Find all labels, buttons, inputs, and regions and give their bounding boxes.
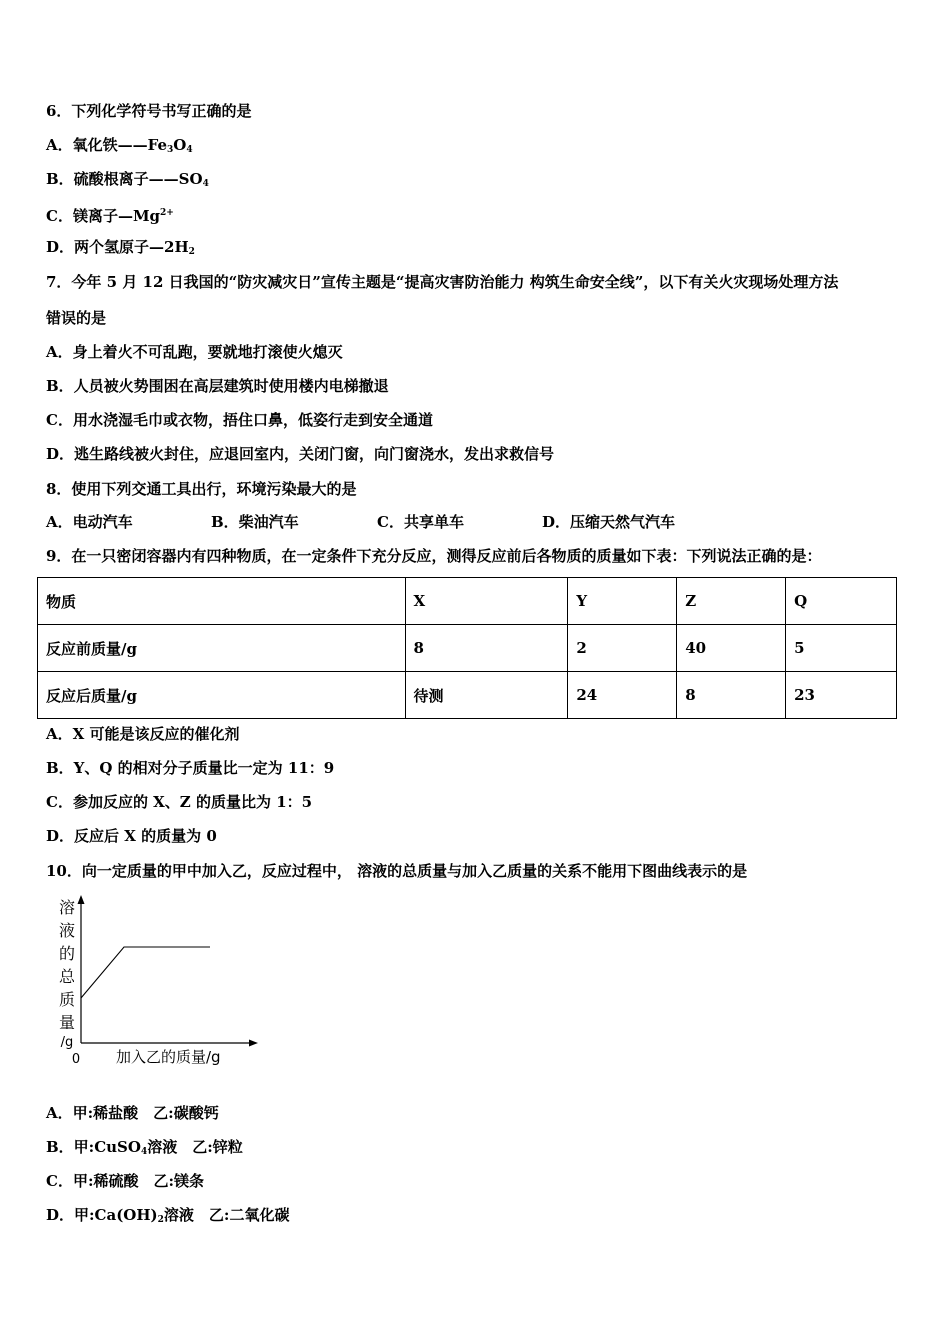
table-row xyxy=(38,625,897,672)
table-cell: Q xyxy=(786,578,897,625)
mass-curve xyxy=(81,947,210,998)
y-label-char: 液 xyxy=(58,921,76,940)
q9-mass-table xyxy=(37,577,897,719)
q9-stem: 9．在一只密闭容器内有四种物质，在一定条件下充分反应，测得反应前后各物质的质量如下表：下列说法正确的是： xyxy=(46,547,822,565)
q7-option-d: D．逃生路线被火封住，应退回室内，关闭门窗，向门窗浇水，发出求救信号 xyxy=(46,445,555,463)
q8-option-d: D．压缩天然气汽车 xyxy=(542,513,676,531)
y-label-unit: /g xyxy=(60,1035,74,1050)
q10-option-d: D．甲$:Ca(OH)_2$溶液 乙:二氧化碳 xyxy=(46,1206,290,1225)
q9-option-a: A．X 可能是该反应的催化剂 xyxy=(46,725,240,743)
q6-option-a: A．氧化铁$——Fe_3O_4$ xyxy=(46,136,193,155)
q8-option-b: B．柴油汽车 xyxy=(211,513,299,531)
q9-option-d: D．反应后 X 的质量为 0 xyxy=(46,827,217,845)
table-cell: 物质 xyxy=(38,578,406,625)
table-cell: 反应前质量/g xyxy=(38,625,406,672)
q10-stem: 10．向一定质量的甲中加入乙，反应过程中， 溶液的总质量与加入乙质量的关系不能用下图曲线表示的是 xyxy=(46,862,748,880)
table-cell: 5 xyxy=(786,625,897,672)
q8-stem: 8．使用下列交通工具出行，环境污染最大的是 xyxy=(46,480,357,498)
q6-option-c: C．镁离子$—Mg^{2+}$ xyxy=(46,207,174,225)
x-axis-label: 加入乙的质量/g xyxy=(116,1048,221,1066)
q7-stem-line1: 7．今年 5 月 12 日我国的“防灾减灾日”宣传主题是“提高灾害防治能力 构筑生命安全线”，以下有关火灾现场处理方法 xyxy=(46,273,839,291)
table-header-row xyxy=(38,578,897,625)
origin-label: 0 xyxy=(71,1052,81,1067)
y-label-char: 总 xyxy=(58,967,76,986)
y-label-char: 量 xyxy=(58,1013,76,1032)
q7-option-c: C．用水浇湿毛巾或衣物，捂住口鼻，低姿行走到安全通道 xyxy=(46,411,433,429)
q6-stem: 6．下列化学符号书写正确的是 xyxy=(46,102,252,120)
x-axis-arrow xyxy=(249,1040,258,1047)
q9-option-c: C．参加反应的 X、Z 的质量比为 1：5 xyxy=(46,793,313,811)
q6-option-b: B．硫酸根离子$——SO_4$ xyxy=(46,170,209,189)
q7-option-b: B．人员被火势围困在高层建筑时使用楼内电梯撤退 xyxy=(46,377,389,395)
table-cell: 40 xyxy=(677,625,786,672)
q10-option-b: B．甲:CuSO$_4$溶液 乙:锌粒 xyxy=(46,1138,243,1157)
q6-option-d: D．两个氢原子$—2H_2$ xyxy=(46,238,195,257)
q10-mass-graph xyxy=(50,893,270,1073)
q7-stem-line2: 错误的是 xyxy=(46,309,107,327)
table-cell: 2 xyxy=(568,625,677,672)
q10-option-c: C．甲:稀硫酸 乙:镁条 xyxy=(46,1172,205,1190)
table-cell: 待测 xyxy=(405,672,568,719)
q10-option-a: A．甲:稀盐酸 乙:碳酸钙 xyxy=(46,1104,219,1122)
table-cell: 24 xyxy=(568,672,677,719)
y-label-char: 质 xyxy=(58,990,76,1009)
q7-option-a: A．身上着火不可乱跑，要就地打滚使火熄灭 xyxy=(46,343,343,361)
q9-option-b: B．Y、Q 的相对分子质量比一定为 11：9 xyxy=(46,759,335,777)
table-cell: Y xyxy=(568,578,677,625)
y-axis-arrow xyxy=(78,895,85,904)
table-row xyxy=(38,672,897,719)
table-cell: 反应后质量/g xyxy=(38,672,406,719)
table-cell: 23 xyxy=(786,672,897,719)
table-cell: 8 xyxy=(677,672,786,719)
y-label-char: 的 xyxy=(58,944,76,963)
table-cell: Z xyxy=(677,578,786,625)
y-label-char: 溶 xyxy=(58,898,76,917)
q8-option-a: A．电动汽车 xyxy=(46,513,133,531)
q8-option-c: C．共享单车 xyxy=(377,513,464,531)
table-cell: X xyxy=(405,578,568,625)
table-cell: 8 xyxy=(405,625,568,672)
